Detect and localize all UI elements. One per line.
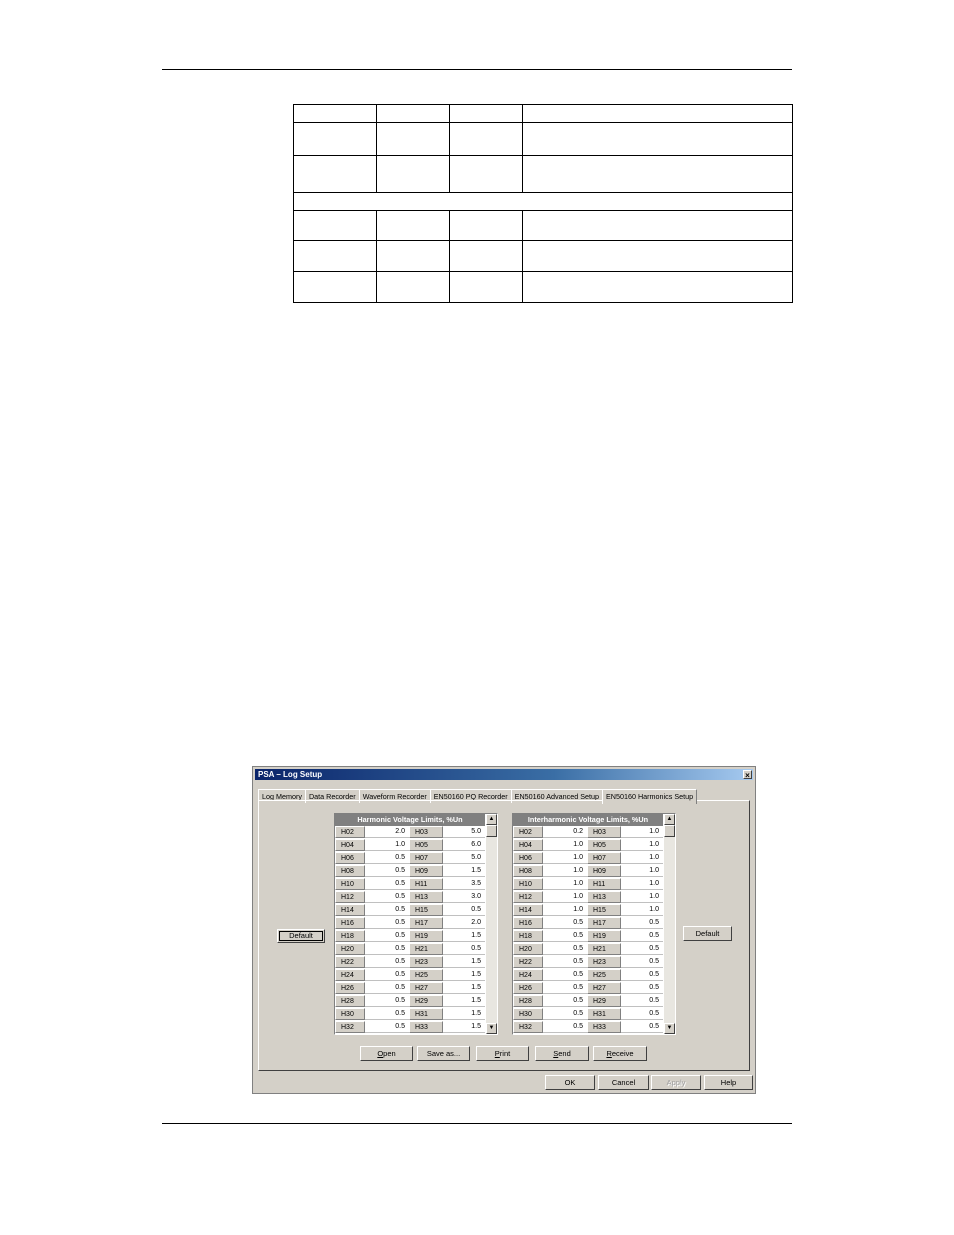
limit-value-cell[interactable]: 1.0	[621, 826, 663, 838]
table-row	[513, 995, 663, 1008]
harmonic-order-label: H10	[335, 878, 365, 890]
send-button[interactable]	[535, 1046, 589, 1061]
limit-value-cell[interactable]: 1.0	[543, 891, 587, 903]
scroll-up-icon[interactable]: ▲	[486, 814, 497, 825]
harmonic-order-label: H18	[513, 930, 543, 942]
limit-value-cell[interactable]: 5.0	[443, 826, 485, 838]
harmonic-order-label: H18	[335, 930, 365, 942]
footer-rule	[162, 1123, 792, 1124]
limit-value-cell[interactable]: 1.5	[443, 995, 485, 1007]
receive-button[interactable]	[593, 1046, 647, 1061]
tab-data-recorder[interactable]: Data Recorder	[305, 789, 360, 803]
limit-value-cell[interactable]: 0.5	[365, 982, 409, 994]
table-row	[335, 839, 485, 852]
table-row	[335, 930, 485, 943]
harmonic-order-label: H23	[409, 956, 443, 968]
table-row	[513, 1021, 663, 1034]
limit-value-cell[interactable]: 0.5	[621, 969, 663, 981]
harmonic-order-label: H32	[335, 1021, 365, 1033]
table-row	[513, 904, 663, 917]
harmonic-order-label: H02	[513, 826, 543, 838]
table-row	[335, 956, 485, 969]
limit-value-cell[interactable]: 0.5	[543, 982, 587, 994]
harmonic-order-label: H31	[587, 1008, 621, 1020]
scroll-down-icon[interactable]: ▼	[486, 1023, 497, 1034]
harmonic-order-label: H24	[513, 969, 543, 981]
harmonic-order-label: H31	[409, 1008, 443, 1020]
limit-value-cell[interactable]: 0.5	[365, 930, 409, 942]
scroll-down-icon[interactable]: ▼	[664, 1023, 675, 1034]
table-row	[294, 123, 793, 156]
table-row	[335, 1021, 485, 1034]
harmonic-order-label: H32	[513, 1021, 543, 1033]
harmonic-order-label: H10	[513, 878, 543, 890]
limit-value-cell[interactable]: 0.5	[443, 943, 485, 955]
limit-value-cell[interactable]: 1.0	[621, 904, 663, 916]
table-section-row	[294, 193, 793, 211]
limit-value-cell[interactable]: 0.5	[543, 930, 587, 942]
table-row	[294, 211, 793, 241]
table-row	[294, 272, 793, 303]
harmonic-order-label: H21	[587, 943, 621, 955]
harmonic-order-label: H17	[409, 917, 443, 929]
table-row	[335, 943, 485, 956]
table-row	[513, 917, 663, 930]
harmonic-order-label: H26	[513, 982, 543, 994]
limit-value-cell[interactable]: 0.5	[365, 917, 409, 929]
limit-value-cell[interactable]: 2.0	[443, 917, 485, 929]
limit-value-cell[interactable]: 1.0	[543, 878, 587, 890]
limit-value-cell[interactable]: 0.5	[543, 995, 587, 1007]
table-row	[513, 943, 663, 956]
limit-value-cell[interactable]: 0.5	[365, 891, 409, 903]
harmonic-order-label: H33	[587, 1021, 621, 1033]
harmonic-order-label: H30	[335, 1008, 365, 1020]
harmonic-order-label: H26	[335, 982, 365, 994]
limit-value-cell[interactable]: 0.5	[365, 956, 409, 968]
cancel-button[interactable]: Cancel	[598, 1075, 649, 1090]
limit-value-cell[interactable]: 0.5	[543, 1008, 587, 1020]
limit-value-cell[interactable]: 1.0	[543, 865, 587, 877]
harmonic-order-label: H12	[335, 891, 365, 903]
tab-en50160-advanced-setup[interactable]: EN50160 Advanced Setup	[511, 789, 603, 803]
harmonic-scrollbar[interactable]	[486, 814, 497, 1034]
limit-value-cell[interactable]: 0.5	[621, 930, 663, 942]
harmonic-order-label: H13	[409, 891, 443, 903]
limit-value-cell[interactable]: 2.0	[365, 826, 409, 838]
limit-value-cell[interactable]: 1.5	[443, 982, 485, 994]
limit-value-cell[interactable]: 1.0	[543, 839, 587, 851]
limit-value-cell[interactable]: 0.5	[543, 943, 587, 955]
table-row	[294, 105, 793, 123]
document-table	[293, 104, 793, 303]
harmonic-order-label: H15	[587, 904, 621, 916]
table-row	[513, 982, 663, 995]
harmonic-order-label: H03	[409, 826, 443, 838]
limit-value-cell[interactable]: 0.5	[543, 956, 587, 968]
interharmonic-limits-grid[interactable]	[512, 813, 676, 1035]
apply-button[interactable]: Apply	[651, 1075, 701, 1090]
interharmonic-scrollbar[interactable]	[664, 814, 675, 1034]
limit-value-cell[interactable]: 1.5	[443, 1021, 485, 1033]
help-button[interactable]: Help	[704, 1075, 753, 1090]
open-button[interactable]	[360, 1046, 413, 1061]
harmonic-order-label: H29	[409, 995, 443, 1007]
table-row	[294, 241, 793, 272]
limit-value-cell[interactable]: 0.5	[365, 878, 409, 890]
harmonic-order-label: H06	[513, 852, 543, 864]
limit-value-cell[interactable]: 5.0	[443, 852, 485, 864]
tab-strip	[258, 785, 696, 799]
header-rule	[162, 69, 792, 70]
harmonics-setup-panel	[258, 800, 750, 1071]
harmonic-order-label: H25	[409, 969, 443, 981]
harmonic-order-label: H09	[587, 865, 621, 877]
limit-value-cell[interactable]: 1.0	[543, 904, 587, 916]
limit-value-cell[interactable]: 0.5	[365, 865, 409, 877]
save-as-label: Save as...	[426, 1049, 461, 1058]
limit-value-cell[interactable]: 0.5	[365, 904, 409, 916]
print-hotkey: P	[494, 1049, 500, 1058]
limit-value-cell[interactable]: 3.0	[443, 891, 485, 903]
table-row	[294, 156, 793, 193]
harmonic-order-label: H07	[587, 852, 621, 864]
limit-value-cell[interactable]: 1.0	[621, 891, 663, 903]
log-setup-dialog	[252, 766, 756, 1094]
harmonic-order-label: H08	[335, 865, 365, 877]
harmonic-order-label: H20	[335, 943, 365, 955]
limit-value-cell[interactable]: 1.0	[365, 839, 409, 851]
harmonic-order-label: H16	[513, 917, 543, 929]
limit-value-cell[interactable]: 0.5	[365, 1008, 409, 1020]
limit-value-cell[interactable]: 0.5	[621, 956, 663, 968]
table-row	[335, 969, 485, 982]
harmonic-order-label: H19	[409, 930, 443, 942]
harmonic-order-label: H28	[335, 995, 365, 1007]
harmonic-order-label: H27	[587, 982, 621, 994]
limit-value-cell[interactable]: 1.5	[443, 930, 485, 942]
table-row	[513, 891, 663, 904]
table-row	[513, 839, 663, 852]
limit-value-cell[interactable]: 0.5	[543, 917, 587, 929]
limit-value-cell[interactable]: 1.5	[443, 956, 485, 968]
harmonic-order-label: H14	[335, 904, 365, 916]
harmonic-order-label: H04	[513, 839, 543, 851]
open-label: pen	[383, 1049, 396, 1058]
harmonic-order-label: H11	[409, 878, 443, 890]
limit-value-cell[interactable]: 1.0	[543, 852, 587, 864]
harmonic-order-label: H09	[409, 865, 443, 877]
harmonic-order-label: H13	[587, 891, 621, 903]
default-right-button[interactable]: Default	[683, 926, 732, 941]
harmonic-order-label: H11	[587, 878, 621, 890]
tab-waveform-recorder[interactable]: Waveform Recorder	[359, 789, 431, 803]
harmonic-order-label: H12	[513, 891, 543, 903]
scroll-thumb[interactable]	[486, 825, 497, 837]
limit-value-cell[interactable]: 1.0	[621, 878, 663, 890]
table-row	[335, 865, 485, 878]
harmonic-grid-title: Harmonic Voltage Limits, %Un	[335, 814, 485, 826]
print-label: rint	[499, 1049, 511, 1058]
harmonic-order-label: H16	[335, 917, 365, 929]
table-row	[335, 982, 485, 995]
table-row	[513, 956, 663, 969]
receive-label: eceive	[611, 1049, 634, 1058]
limit-value-cell[interactable]: 0.5	[621, 917, 663, 929]
limit-value-cell[interactable]: 1.0	[621, 865, 663, 877]
harmonic-order-label: H06	[335, 852, 365, 864]
harmonic-order-label: H19	[587, 930, 621, 942]
harmonic-order-label: H03	[587, 826, 621, 838]
table-row	[335, 904, 485, 917]
harmonic-order-label: H14	[513, 904, 543, 916]
close-icon[interactable]: ×	[743, 770, 752, 779]
limit-value-cell[interactable]: 0.5	[543, 1021, 587, 1033]
table-row	[513, 1008, 663, 1021]
harmonic-order-label: H29	[587, 995, 621, 1007]
limit-value-cell[interactable]: 0.5	[621, 982, 663, 994]
send-hotkey: S	[553, 1049, 559, 1058]
table-row	[513, 969, 663, 982]
limit-value-cell[interactable]: 0.5	[443, 904, 485, 916]
harmonic-limits-grid[interactable]	[334, 813, 498, 1035]
harmonic-order-label: H30	[513, 1008, 543, 1020]
receive-hotkey: R	[606, 1049, 612, 1058]
limit-value-cell[interactable]: 0.5	[621, 943, 663, 955]
table-row	[513, 930, 663, 943]
tab-en50160-harmonics-setup[interactable]: EN50160 Harmonics Setup	[602, 789, 697, 804]
harmonic-order-label: H08	[513, 865, 543, 877]
limit-value-cell[interactable]: 0.5	[621, 1021, 663, 1033]
limit-value-cell[interactable]: 0.2	[543, 826, 587, 838]
send-label: end	[558, 1049, 571, 1058]
save-as-button[interactable]	[417, 1046, 470, 1061]
table-row	[335, 995, 485, 1008]
table-row	[513, 852, 663, 865]
limit-value-cell[interactable]: 0.5	[365, 1021, 409, 1033]
harmonic-order-label: H04	[335, 839, 365, 851]
limit-value-cell[interactable]: 6.0	[443, 839, 485, 851]
table-row	[335, 917, 485, 930]
table-row	[513, 826, 663, 839]
table-row	[513, 878, 663, 891]
harmonic-order-label: H21	[409, 943, 443, 955]
table-row	[335, 878, 485, 891]
harmonic-order-label: H23	[587, 956, 621, 968]
limit-value-cell[interactable]: 0.5	[365, 995, 409, 1007]
table-row	[335, 852, 485, 865]
harmonic-order-label: H17	[587, 917, 621, 929]
table-row	[335, 1008, 485, 1021]
harmonic-order-label: H27	[409, 982, 443, 994]
default-left-button[interactable]: Default	[277, 929, 325, 943]
harmonic-order-label: H15	[409, 904, 443, 916]
harmonic-order-label: H28	[513, 995, 543, 1007]
interharmonic-grid-title: Interharmonic Voltage Limits, %Un	[513, 814, 663, 826]
ok-button[interactable]: OK	[545, 1075, 595, 1090]
print-button[interactable]	[476, 1046, 529, 1061]
harmonic-order-label: H25	[587, 969, 621, 981]
harmonic-order-label: H20	[513, 943, 543, 955]
harmonic-order-label: H22	[513, 956, 543, 968]
dialog-title: PSA – Log Setup	[258, 770, 323, 779]
harmonic-order-label: H24	[335, 969, 365, 981]
harmonic-order-label: H07	[409, 852, 443, 864]
scroll-up-icon[interactable]: ▲	[664, 814, 675, 825]
scroll-thumb[interactable]	[664, 825, 675, 837]
harmonic-order-label: H05	[587, 839, 621, 851]
limit-value-cell[interactable]: 0.5	[543, 969, 587, 981]
limit-value-cell[interactable]: 1.5	[443, 1008, 485, 1020]
limit-value-cell[interactable]: 0.5	[621, 1008, 663, 1020]
table-row	[335, 826, 485, 839]
harmonic-order-label: H02	[335, 826, 365, 838]
limit-value-cell[interactable]: 1.5	[443, 865, 485, 877]
tab-log-memory[interactable]: Log Memory	[258, 789, 306, 803]
limit-value-cell[interactable]: 3.5	[443, 878, 485, 890]
limit-value-cell[interactable]: 1.0	[621, 839, 663, 851]
limit-value-cell[interactable]: 0.5	[365, 943, 409, 955]
tab-en50160-pq-recorder[interactable]: EN50160 PQ Recorder	[430, 789, 512, 803]
table-row	[335, 891, 485, 904]
limit-value-cell[interactable]: 0.5	[365, 969, 409, 981]
limit-value-cell[interactable]: 1.5	[443, 969, 485, 981]
harmonic-order-label: H05	[409, 839, 443, 851]
limit-value-cell[interactable]: 0.5	[621, 995, 663, 1007]
table-row	[513, 865, 663, 878]
limit-value-cell[interactable]: 1.0	[621, 852, 663, 864]
harmonic-order-label: H22	[335, 956, 365, 968]
limit-value-cell[interactable]: 0.5	[365, 852, 409, 864]
open-hotkey: O	[377, 1049, 384, 1058]
harmonic-order-label: H33	[409, 1021, 443, 1033]
title-bar	[255, 769, 753, 780]
